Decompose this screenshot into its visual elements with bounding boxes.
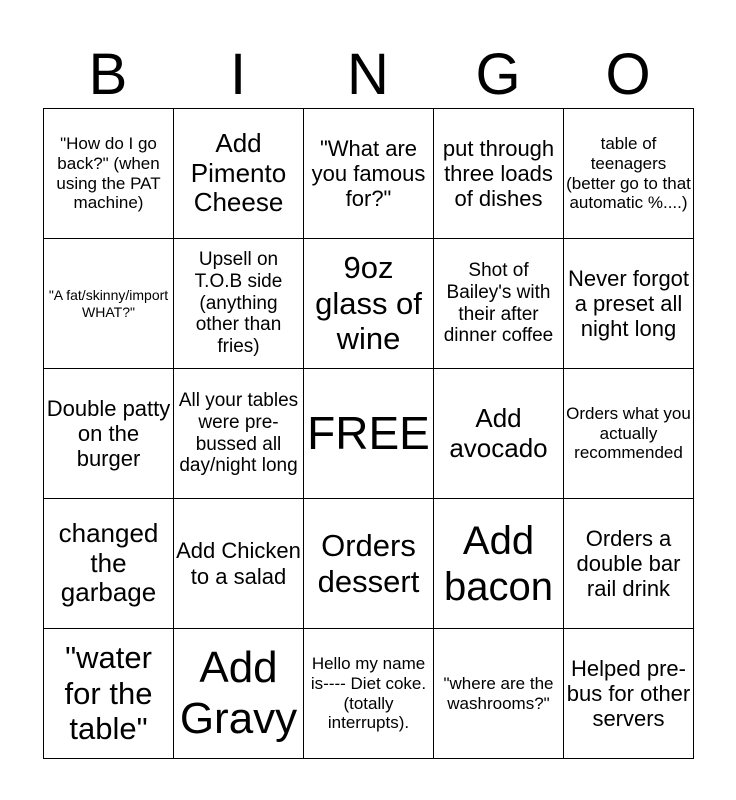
cell-text: "How do I go back?" (when using the PAT machine) xyxy=(56,134,161,213)
bingo-cell[interactable] xyxy=(434,369,564,499)
cell-text: Hello my name is---- Diet coke. (totally interrupts). xyxy=(310,654,427,733)
bingo-cell[interactable] xyxy=(564,369,694,499)
bingo-cell[interactable] xyxy=(434,109,564,239)
bingo-row xyxy=(44,369,694,499)
cell-text: Add Chicken to a salad xyxy=(176,538,301,589)
cell-text: Orders dessert xyxy=(317,527,420,599)
bingo-cell[interactable] xyxy=(434,499,564,629)
cell-text: changed the garbage xyxy=(58,517,159,608)
bingo-row xyxy=(44,239,694,369)
cell-text: "water for the table" xyxy=(64,640,153,747)
bingo-row xyxy=(44,629,694,759)
bingo-cell[interactable] xyxy=(434,239,564,369)
free-space-text: FREE xyxy=(307,407,430,460)
bingo-cell[interactable] xyxy=(304,109,434,239)
cell-text: put through three loads of dishes xyxy=(442,135,555,212)
bingo-row xyxy=(44,109,694,239)
bingo-card-grid xyxy=(43,108,694,759)
cell-text: Shot of Bailey's with their after dinner coffee xyxy=(443,259,554,347)
bingo-cell[interactable] xyxy=(44,369,174,499)
bingo-header xyxy=(43,42,693,108)
bingo-cell[interactable] xyxy=(304,629,434,759)
cell-text: Add Pimento Cheese xyxy=(190,127,287,218)
bingo-cell[interactable] xyxy=(174,629,304,759)
bingo-cell[interactable] xyxy=(564,239,694,369)
header-letter-i: I xyxy=(229,42,247,107)
bingo-cell[interactable] xyxy=(434,629,564,759)
cell-text: All your tables were pre-bussed all day/night long xyxy=(178,389,299,477)
header-letter-n: N xyxy=(347,42,389,107)
cell-text: Add Gravy xyxy=(179,642,298,743)
bingo-cell[interactable] xyxy=(44,109,174,239)
bingo-cell[interactable] xyxy=(564,499,694,629)
cell-text: Orders a double bar rail drink xyxy=(576,525,681,602)
bingo-cell[interactable] xyxy=(44,499,174,629)
header-letter-b: B xyxy=(88,42,128,107)
cell-text: "What are you famous for?" xyxy=(311,135,426,212)
cell-text: Add bacon xyxy=(444,518,553,609)
cell-text: Double patty on the burger xyxy=(46,395,171,472)
cell-text: Add avocado xyxy=(449,402,548,463)
bingo-cell[interactable] xyxy=(174,109,304,239)
cell-text: "A fat/skinny/import WHAT?" xyxy=(48,287,169,320)
bingo-cell[interactable] xyxy=(174,369,304,499)
bingo-cell[interactable] xyxy=(304,499,434,629)
bingo-cell[interactable] xyxy=(564,629,694,759)
bingo-cell[interactable] xyxy=(564,109,694,239)
header-letter-g: G xyxy=(475,42,521,107)
bingo-cell[interactable] xyxy=(44,239,174,369)
cell-text: Never forgot a preset all night long xyxy=(567,265,690,342)
bingo-cell[interactable] xyxy=(44,629,174,759)
cell-text: Helped pre-bus for other servers xyxy=(566,655,691,732)
bingo-cell[interactable] xyxy=(304,239,434,369)
bingo-row xyxy=(44,499,694,629)
cell-text: table of teenagers (better go to that automatic %....) xyxy=(566,134,691,213)
header-letter-o: O xyxy=(605,42,651,107)
cell-text: Orders what you actually recommended xyxy=(566,404,691,463)
bingo-cell[interactable] xyxy=(174,239,304,369)
cell-text: Upsell on T.O.B side (anything other than fries) xyxy=(194,248,283,358)
cell-text: "where are the washrooms?" xyxy=(443,673,554,713)
cell-text: 9oz glass of wine xyxy=(315,250,422,357)
bingo-cell-free[interactable] xyxy=(304,369,434,499)
bingo-cell[interactable] xyxy=(174,499,304,629)
